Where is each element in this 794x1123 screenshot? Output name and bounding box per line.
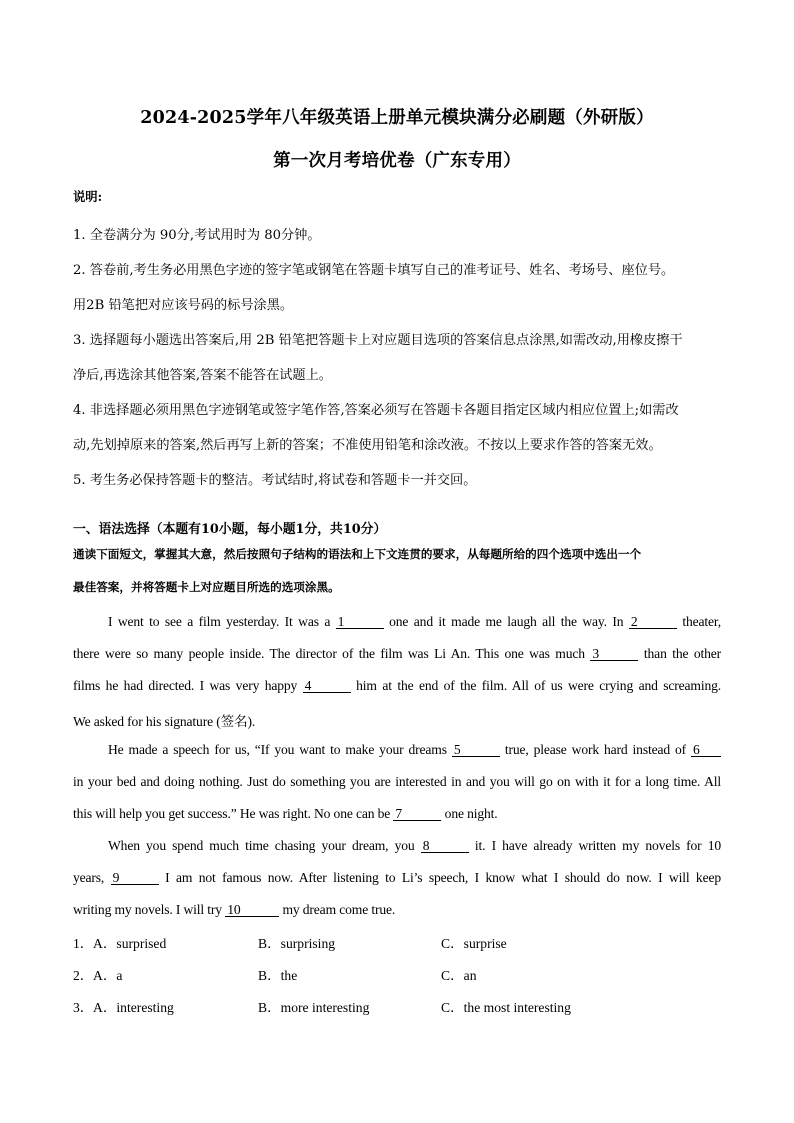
- blank-7[interactable]: 7: [393, 807, 441, 821]
- option-c[interactable]: C．the most interesting: [441, 1000, 571, 1015]
- instruction-item: 净后,再选涂其他答案,答案不能答在试题上。: [73, 368, 332, 383]
- option-b[interactable]: B．more interesting: [258, 1000, 370, 1015]
- passage-line: in your bed and doing nothing. Just do something you are interested in and you will go on with it for a long time. All: [73, 774, 721, 789]
- option-b[interactable]: B．surprising: [258, 936, 336, 951]
- instruction-item: 3. 选择题每小题选出答案后,用 2B 铅笔把答题卡上对应题目选项的答案信息点涂黑,如需改动,用橡皮擦干: [73, 333, 683, 348]
- section-heading: 一、语法选择（本题有10小题，每小题1分，共10分）: [73, 522, 387, 537]
- instruction-item: 5. 考生务必保持答题卡的整洁。考试结时,将试卷和答题卡一并交回。: [73, 473, 477, 488]
- question-number: 1．: [73, 936, 94, 951]
- option-b[interactable]: B．the: [258, 968, 298, 983]
- blank-10[interactable]: 10: [225, 903, 279, 917]
- passage-line: I went to see a film yesterday. It was a 1 one and it made me laugh all the way. In 2 theater,: [108, 614, 722, 629]
- instruction-item: 2. 答卷前,考生务必用黑色字迹的签字笔或钢笔在答题卡填写自己的准考证号、姓名、考场号、座位号。: [73, 263, 675, 278]
- option-a[interactable]: A．interesting: [93, 1000, 174, 1015]
- blank-5[interactable]: 5: [452, 743, 500, 757]
- blank-6[interactable]: 6: [691, 743, 721, 757]
- blank-8[interactable]: 8: [421, 839, 469, 853]
- option-a[interactable]: A．a: [93, 968, 123, 983]
- passage-line: there were so many people inside. The director of the film was Li An. This one was much 3 than the other: [73, 646, 722, 661]
- blank-9[interactable]: 9: [111, 871, 159, 885]
- section-directions: 最佳答案，并将答题卡上对应题目所选的选项涂黑。: [73, 580, 340, 594]
- passage-line: When you spend much time chasing your dream, you 8 it. I have already written my novels for 10: [108, 838, 722, 853]
- option-c[interactable]: C．an: [441, 968, 477, 983]
- blank-2[interactable]: 2: [629, 615, 677, 629]
- instruction-item: 动,先划掉原来的答案,然后再写上新的答案；不准使用铅笔和涂改液。不按以上要求作答的答案无效。: [73, 438, 662, 453]
- passage-line: years, 9 I am not famous now. After listening to Li’s speech, I know what I should do now. I will keep: [73, 870, 721, 885]
- blank-4[interactable]: 4: [303, 679, 351, 693]
- instructions-heading: 说明:: [73, 189, 103, 204]
- instruction-item: 4. 非选择题必须用黑色字迹钢笔或签字笔作答,答案必须写在答题卡各题目指定区域内相应位置上;如需改: [73, 403, 679, 418]
- section-directions: 通读下面短文，掌握其大意，然后按照句子结构的语法和上下文连贯的要求，从每题所给的四个选项中选出一个: [73, 547, 642, 561]
- option-a[interactable]: A．surprised: [93, 936, 167, 951]
- passage-line: We asked for his signature (签名).: [73, 714, 256, 729]
- blank-1[interactable]: 1: [336, 615, 384, 629]
- passage-line: this will help you get success.” He was right. No one can be 7 one night.: [73, 806, 498, 821]
- instruction-item: 1. 全卷满分为 90分,考试用时为 80分钟。: [73, 228, 321, 243]
- blank-3[interactable]: 3: [590, 647, 638, 661]
- instruction-item: 用2B 铅笔把对应该号码的标号涂黑。: [73, 298, 294, 313]
- option-c[interactable]: C．surprise: [441, 936, 507, 951]
- passage-line: He made a speech for us, “If you want to make your dreams 5 true, please work hard instead of 6: [108, 742, 721, 758]
- page-title: 2024-2025学年八年级英语上册单元模块满分必刷题（外研版）: [140, 108, 654, 128]
- question-number: 2．: [73, 968, 94, 983]
- passage-line: films he had directed. I was very happy 4 him at the end of the film. All of us were crying and screaming.: [73, 678, 721, 693]
- question-number: 3．: [73, 1000, 94, 1015]
- passage-line: writing my novels. I will try 10 my dream come true.: [73, 902, 396, 917]
- page-subtitle: 第一次月考培优卷（广东专用）: [273, 151, 521, 171]
